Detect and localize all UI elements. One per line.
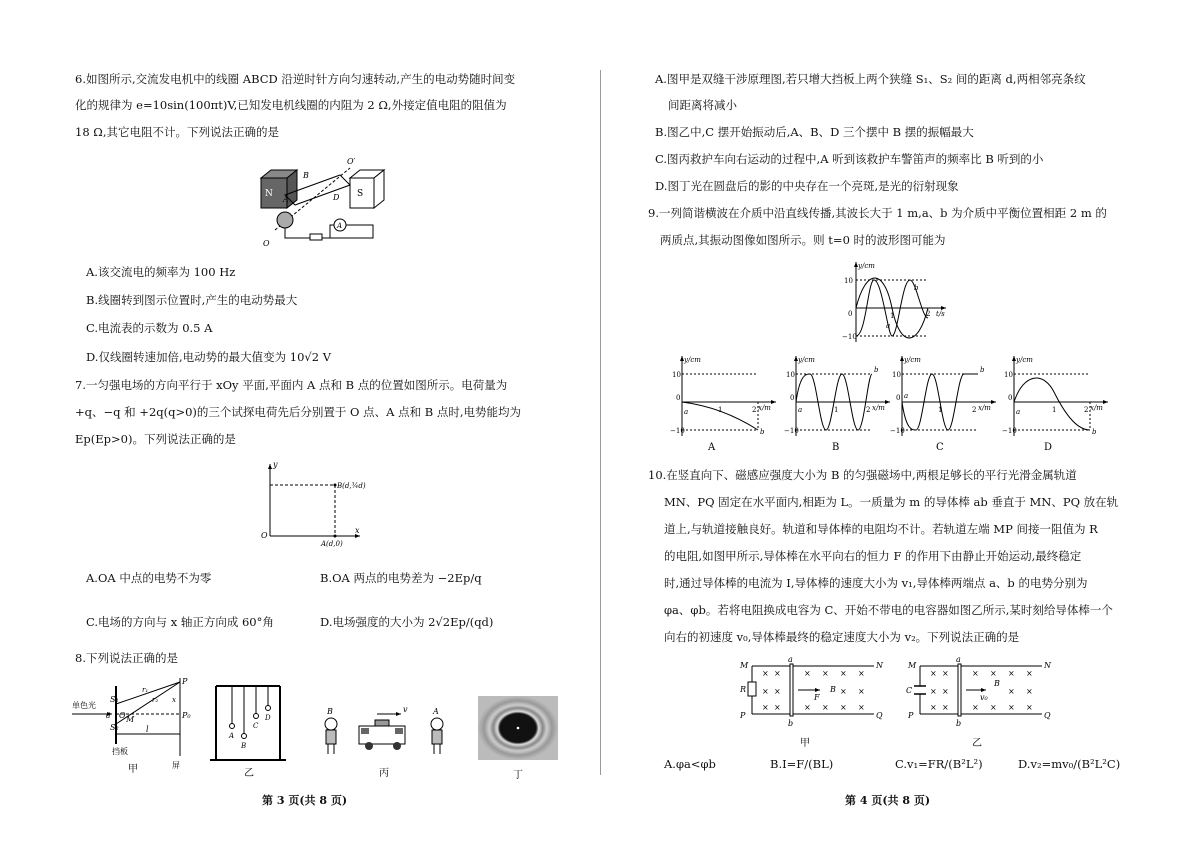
svg-text:×: × [840,703,847,712]
tick-10: 10 [892,371,901,379]
label-n: N [1044,661,1051,670]
svg-text:×: × [774,669,781,678]
q6-option-b: B.线圈转到图示位置时,产生的电动势最大 [86,293,298,307]
r1-label: r₁ [142,686,149,694]
t-axis-label: t/s [936,310,945,318]
q8-line1: 8.下列说法正确的是 [75,651,178,665]
q9-line1: 9.一列简谐横波在介质中沿直线传播,其波长大于 1 m,a、b 为介质中平衡位置相距 2 m 的 [648,206,1107,220]
q6-line2: 化的规律为 e=10sin(100πt)V,已知发电机线圈的内阻为 2 Ω,外接定值电阻的阻值为 [75,98,507,112]
svg-text:×: × [858,687,865,696]
label-b: b [980,366,985,374]
label-a: a [798,406,803,414]
tick-2: 2 [1084,406,1089,414]
label-a: a [1016,408,1021,416]
q10-line3: 道上,与轨道接触良好。轨道和导体棒的电阻均不计。若轨道左端 MP 间接一阻值为 R [664,522,1098,536]
m-label: M [126,715,135,724]
ammeter-label: A [337,222,343,230]
svg-text:×: × [774,703,781,712]
velocity-label: v [403,705,408,714]
svg-text:×: × [930,669,937,678]
x-axis-label: x/m [1090,404,1103,412]
x-axis-label: x [355,526,360,535]
label-A: A [283,195,289,204]
tick-1: 1 [890,312,895,320]
y-axis-label: y [273,460,278,469]
svg-text:×: × [942,669,949,678]
tick-minus-10: −10 [890,427,905,435]
x-axis-label: x/m [978,404,991,412]
q8-figure-ding [478,696,558,782]
x-axis-label: x/m [872,404,885,412]
s1-label: S₁ [110,695,119,704]
label-S: S [357,189,364,199]
svg-text:×: × [942,703,949,712]
svg-text:×: × [1026,703,1033,712]
tick-2: 2 [752,406,757,414]
pendulum-d-label: D [265,714,271,722]
label-p: P [908,711,914,720]
svg-text:×: × [762,703,769,712]
label-a: a [956,655,961,664]
caption-a: A [708,442,716,453]
r2-label: r₂ [152,696,159,704]
label-f: F [814,693,820,702]
q10-line6: φa、φb。若将电阻换成电容为 C、开始不带电的电容器如图乙所示,某时刻给导体棒一个 [664,603,1113,617]
page-4 [600,0,1200,849]
label-a: a [788,655,793,664]
label-b: b [914,284,919,292]
pendulum-b-label: B [241,742,247,750]
label-N: N [265,189,273,199]
label-O-prime: O′ [347,157,356,166]
caption-jia: 甲 [128,764,138,775]
q8-figure-bing [315,700,455,780]
tick-minus-10: −10 [1002,427,1017,435]
svg-text:×: × [822,669,829,678]
q10-line1: 10.在竖直向下、磁感应强度大小为 B 的匀强磁场中,两根足够长的平行光滑金属轨道 [648,468,1077,482]
svg-text:×: × [942,687,949,696]
q6-line3: 18 Ω,其它电阻不计。下列说法正确的是 [75,125,279,139]
label-O: O [263,239,270,248]
q9-line2: 两质点,其振动图像如图所示。则 t=0 时的波形图可能为 [660,233,946,247]
svg-text:×: × [804,703,811,712]
tick-2: 2 [926,310,931,318]
q7-line3: Ep(Ep>0)。下列说法正确的是 [75,432,236,446]
label-n: N [876,661,883,670]
svg-text:×: × [1008,669,1015,678]
origin-label: O [261,531,268,540]
y-axis-label: y/cm [904,356,921,364]
svg-text:×: × [762,687,769,696]
caption-b: B [832,442,840,453]
svg-text:×: × [972,703,979,712]
q8-option-d: D.图丁光在圆盘后的影的中央存在一个亮斑,是光的衍射现象 [655,179,959,193]
q10-figure-yi [906,654,1056,754]
tick-1: 1 [834,406,839,414]
q7-line1: 7.一匀强电场的方向平行于 xOy 平面,平面内 A 点和 B 点的位置如图所示。电荷量为 [75,378,508,392]
tick-1: 1 [938,406,943,414]
q7-option-d: D.电场强度的大小为 2√2Ep/(qd) [320,615,494,629]
q7-coordinate-figure [255,458,375,548]
y-axis-label: y/cm [858,262,875,270]
q7-option-b: B.OA 两点的电势差为 −2Ep/q [320,571,482,585]
q9-option-d-graph [1004,352,1124,452]
q10-line4: 的电阻,如图甲所示,导体棒在水平向右的恒力 F 的作用下由静止开始运动,最终稳定 [664,549,1082,563]
x-axis-label: x/m [758,404,771,412]
caption-yi: 乙 [972,738,982,749]
svg-text:×: × [804,669,811,678]
label-a: a [904,392,909,400]
q6-generator-figure [255,150,395,250]
tick-2: 2 [972,406,977,414]
s2-label: S₂ [110,723,119,732]
tick-10: 10 [1004,371,1013,379]
tick-0: 0 [1008,394,1013,402]
y-axis-label: y/cm [1016,356,1033,364]
caption-yi: 乙 [244,768,254,779]
q6-option-c: C.电流表的示数为 0.5 A [86,321,213,335]
pendulum-c-label: C [253,722,259,730]
tick-2: 2 [866,406,871,414]
q8-option-a-line1: A.图甲是双缝干涉原理图,若只增大挡板上两个狭缝 S₁、S₂ 间的距离 d,两相邻亮条纹 [655,72,1086,86]
label-b-field: B [830,685,836,694]
svg-text:×: × [972,669,979,678]
label-q: Q [876,711,883,720]
label-q: Q [1044,711,1051,720]
q9-option-b-graph [784,352,901,453]
tick-minus-10: −10 [784,427,799,435]
q7-option-a: A.OA 中点的电势不为零 [86,571,212,585]
label-r: R [740,685,747,694]
svg-text:×: × [1008,687,1015,696]
p0-label: P₀ [182,711,191,720]
q10-option-a: A.φa<φb [664,757,716,771]
p-label: P [182,677,188,686]
tick-1: 1 [1052,406,1057,414]
label-B: B [303,171,309,180]
svg-text:×: × [930,687,937,696]
x-label: x [172,696,176,704]
svg-text:×: × [858,669,865,678]
footer-page-3: 第 3 页(共 8 页) [262,794,348,807]
q9-vibration-graph [842,258,954,346]
caption-jia: 甲 [800,738,810,749]
q6-line1: 6.如图所示,交流发电机中的线圈 ABCD 沿逆时针方向匀速转动,产生的电动势随时间变 [75,72,516,86]
svg-text:×: × [990,669,997,678]
label-b: b [788,719,794,728]
q10-option-d: D.v₂=mv₀/(B²L²C) [1018,757,1121,771]
q6-option-a: A.该交流电的频率为 100 Hz [86,265,236,279]
label-a: a [886,322,891,330]
svg-text:×: × [822,703,829,712]
y-axis-label: y/cm [684,356,701,364]
svg-text:×: × [762,669,769,678]
person-a-label: A [433,707,439,716]
svg-text:×: × [930,703,937,712]
label-c: C [906,686,913,695]
label-D: D [333,193,340,202]
point-a-label: A(d,0) [321,540,343,548]
q7-line2: +q、−q 和 +2q(q>0)的三个试探电荷先后分别置于 O 点、A 点和 B 点时,电势能均为 [75,405,522,419]
tick-0: 0 [848,310,853,318]
q10-figure-jia [738,654,888,754]
tick-10: 10 [786,371,795,379]
q9-option-a-graph [672,352,784,452]
y-axis-label: y/cm [798,356,815,364]
label-p: P [740,711,746,720]
q6-option-d: D.仅线圈转速加倍,电动势的最大值变为 10√2 V [86,350,332,364]
caption-c: C [936,442,944,453]
label-b: b [1092,428,1097,436]
pendulum-a-label: A [229,732,235,740]
o-label: O [119,711,126,720]
tick-minus-10: −10 [842,333,857,341]
label-a: a [684,408,689,416]
q9-option-c-graph [892,352,1004,452]
tick-1: 1 [718,406,723,414]
screen-label: 屏 [172,761,180,770]
monochrome-light-label: 单色光 [72,701,96,710]
q8-figure-yi [210,680,290,780]
label-m: M [740,661,749,670]
caption-d: D [1044,442,1053,453]
q8-figure-jia [72,674,197,774]
point-b-label: B(d,¾d) [337,482,366,490]
tick-minus-10: −10 [670,427,685,435]
q10-line2: MN、PQ 固定在水平面内,相距为 L。一质量为 m 的导体棒 ab 垂直于 MN、PQ 放在轨 [664,495,1119,509]
label-v0: v₀ [980,693,988,702]
q10-line7: 向右的初速度 v₀,导体棒最终的稳定速度大小为 v₂。下列说法正确的是 [664,630,1020,644]
tick-10: 10 [672,371,681,379]
q8-option-b: B.图乙中,C 摆开始振动后,A、B、D 三个摆中 B 摆的振幅最大 [655,125,974,139]
baffle-label: 挡板 [112,747,128,756]
d-label: d [106,712,111,720]
q10-option-b: B.I=F/(BL) [770,757,834,771]
q8-option-c: C.图丙救护车向右运动的过程中,A 听到该救护车警笛声的频率比 B 听到的小 [655,152,1044,166]
caption-ding: 丁 [513,770,523,781]
tick-0: 0 [790,394,795,402]
l-label: l [146,725,149,734]
q10-line5: 时,通过导体棒的电流为 I,导体棒的速度大小为 v₁,导体棒两端点 a、b 的电势分别为 [664,576,1088,590]
svg-text:×: × [774,687,781,696]
q10-option-c: C.v₁=FR/(B²L²) [895,757,983,771]
svg-text:×: × [1026,687,1033,696]
svg-text:×: × [840,669,847,678]
label-m: M [908,661,917,670]
label-b: b [956,719,962,728]
svg-text:×: × [858,703,865,712]
footer-page-4: 第 4 页(共 8 页) [845,794,931,807]
svg-text:×: × [1008,703,1015,712]
caption-bing: 丙 [379,768,389,779]
label-b: b [760,428,765,436]
tick-0: 0 [676,394,681,402]
q8-option-a-line2: 间距离将减小 [668,98,737,112]
tick-10: 10 [844,277,853,285]
q7-option-c: C.电场的方向与 x 轴正方向成 60°角 [86,615,274,629]
svg-text:×: × [840,687,847,696]
label-b: b [874,366,879,374]
svg-text:×: × [990,703,997,712]
person-b-label: B [327,707,333,716]
svg-text:×: × [1026,669,1033,678]
tick-0: 0 [896,394,901,402]
label-b-field: B [994,679,1000,688]
